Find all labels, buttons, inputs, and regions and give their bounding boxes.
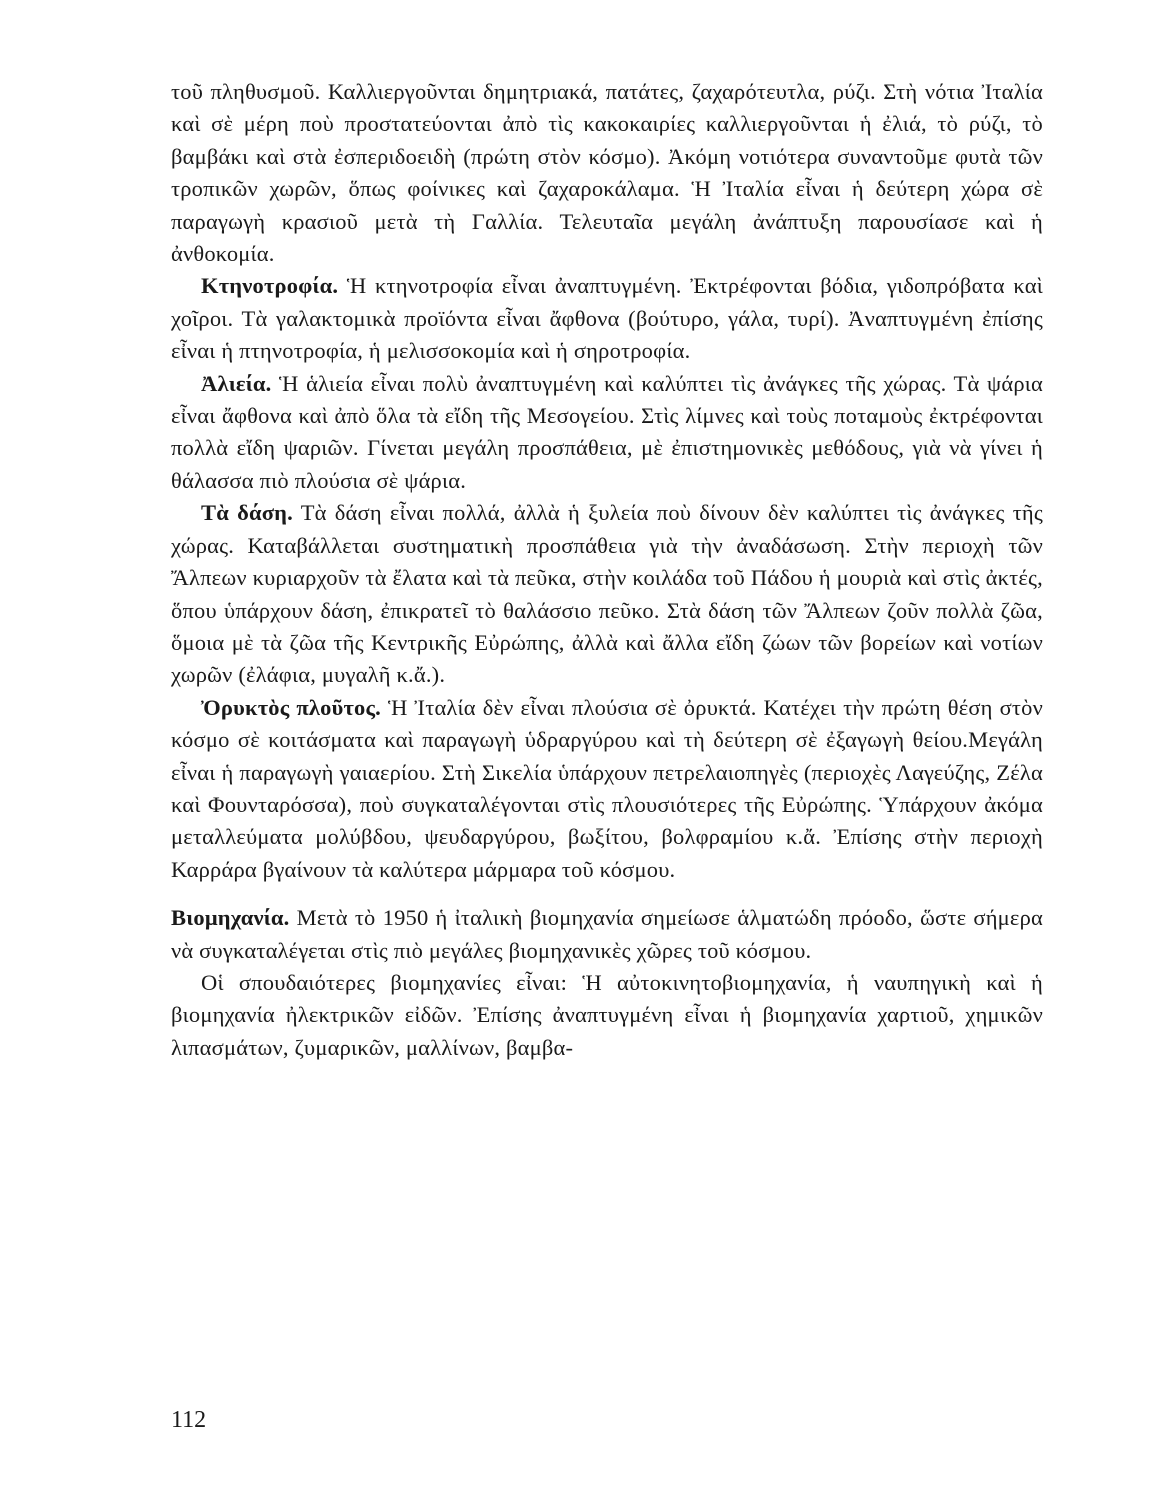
- section-heading-forests: Τὰ δάση.: [201, 500, 293, 526]
- paragraph-text: Τὰ δάση εἶναι πολλά, ἀλλὰ ἡ ξυλεία ποὺ δίνουν δὲν καλύπτει τὶς ἀνάγκες τῆς χώρας. Καταβάλλεται συστηματικὴ προσπάθεια γιὰ τὴν ἀναδάσωση. Στὴν περιοχὴ τῶν Ἄλπεων κυριαρχοῦν τὰ ἔλατα καὶ τὰ πεῦκα, στὴν κοιλάδα τοῦ Πάδου ἡ μουριὰ καὶ στὶς ἀκτές, ὅπου ὑπάρχουν δάση, ἐπικρατεῖ τὸ θαλάσσιο πεῦκο. Στὰ δάση τῶν Ἄλπεων ζοῦν πολλὰ ζῶα, ὅμοια μὲ τὰ ζῶα τῆς Κεντρικῆς Εὐρώπης, ἀλλὰ καὶ ἄλλα εἴδη ζώων τῶν βορείων καὶ νοτίων χωρῶν (ἐλάφια, μυγαλῆ κ.ἄ.).: [171, 500, 1044, 688]
- paragraph-mineral-wealth: [171, 692, 1043, 886]
- section-heading-mineral-wealth: Ὀρυκτὸς πλοῦτος.: [201, 694, 382, 720]
- paragraph-text: Ἡ ἁλιεία εἶναι πολὺ ἀναπτυγμένη καὶ καλύπτει τὶς ἀνάγκες τῆς χώρας. Τὰ ψάρια εἶναι ἄφθονα καὶ ἀπὸ ὅλα τὰ εἴδη τῆς Μεσογείου. Στὶς λίμνες καὶ τοὺς ποταμοὺς ἐκτρέφονται πολλὰ εἴδη ψαριῶν. Γίνεται μεγάλη προσπάθεια, μὲ ἐπιστημονικὲς μεθόδους, γιὰ νὰ γίνει ἡ θάλασσα πιὸ πλούσια σὲ ψάρια.: [171, 370, 1043, 493]
- page-body: [171, 76, 1043, 1064]
- paragraph-main-industries: [171, 967, 1043, 1064]
- page-number: 112: [171, 1407, 207, 1433]
- paragraph-text: τοῦ πληθυσμοῦ. Καλλιεργοῦνται δημητριακά, πατάτες, ζαχαρότευτλα, ρύζι. Στὴ νότια Ἰταλία καὶ σὲ μέρη ποὺ προστατεύονται ἀπὸ τὶς κακοκαιρίες καλλιεργοῦνται ἡ ἐλιά, τὸ ρύζι, τὸ βαμβάκι καὶ στὰ ἐσπεριδοειδὴ (πρώτη στὸν κόσμο). Ἀκόμη νοτιότερα συναντοῦμε φυτὰ τῶν τροπικῶν χωρῶν, ὅπως φοίνικες καὶ ζαχαροκάλαμα. Ἡ Ἰταλία εἶναι ἡ δεύτερη χώρα σὲ παραγωγὴ κρασιοῦ μετὰ τὴ Γαλλία. Τελευταῖα μεγάλη ἀνάπτυξη παρουσίασε καὶ ἡ ἀνθοκομία.: [171, 79, 1043, 267]
- paragraph-text: Οἱ σπουδαιότερες βιομηχανίες εἶναι: Ἡ αὐτοκινητοβιομηχανία, ἡ ναυπηγικὴ καὶ ἡ βιομηχανία ἠλεκτρικῶν εἰδῶν. Ἐπίσης ἀναπτυγμένη εἶναι ἡ βιομηχανία χαρτιοῦ, χημικῶν λιπασμάτων, ζυμαρικῶν, μαλλίνων, βαμβα-: [171, 969, 1043, 1060]
- paragraph-text: Μετὰ τὸ 1950 ἡ ἰταλικὴ βιομηχανία σημείωσε ἁλματώδη πρόοδο, ὥστε σήμερα νὰ συγκαταλέγεται στὶς πιὸ μεγάλες βιομηχανικὲς χῶρες τοῦ κόσμου.: [171, 905, 1043, 963]
- paragraph-agriculture-continued: [171, 76, 1043, 270]
- paragraph-industry: [171, 902, 1043, 967]
- paragraph-text: Ἡ Ἰταλία δὲν εἶναι πλούσια σὲ ὀρυκτά. Κατέχει τὴν πρώτη θέση στὸν κόσμο σὲ κοιτάσματα καὶ παραγωγὴ ὑδραργύρου καὶ τὴ δεύτερη σὲ ἐξαγωγὴ θείου.Μεγάλη εἶναι ἡ παραγωγὴ γαιαερίου. Στὴ Σικελία ὑπάρχουν πετρελαιοπηγὲς (περιοχὲς Λαγεύζης, Ζέλα καὶ Φουνταρόσσα), ποὺ συγκαταλέγονται στὶς πλουσιότερες τῆς Εὐρώπης. Ὑπάρχουν ἀκόμα μεταλλεύματα μολύβδου, ψευδαργύρου, βωξίτου, βολφραμίου κ.ἄ. Ἐπίσης στὴν περιοχὴ Καρράρα βγαίνουν τὰ καλύτερα μάρμαρα τοῦ κόσμου.: [171, 694, 1043, 882]
- section-heading-industry: Βιομηχανία.: [171, 905, 290, 931]
- paragraph-livestock: [171, 270, 1043, 367]
- section-heading-livestock: Κτηνοτροφία.: [201, 273, 339, 299]
- section-heading-fishing: Ἀλιεία.: [201, 370, 272, 396]
- paragraph-text: Ἡ κτηνοτροφία εἶναι ἀναπτυγμένη. Ἐκτρέφονται βόδια, γιδοπρόβατα καὶ χοῖροι. Τὰ γαλακτομικὰ προϊόντα εἶναι ἄφθονα (βούτυρο, γάλα, τυρί). Ἀναπτυγμένη ἐπίσης εἶναι ἡ πτηνοτροφία, ἡ μελισσοκομία καὶ ἡ σηροτροφία.: [171, 273, 1043, 364]
- paragraph-forests: [171, 497, 1043, 691]
- paragraph-fishing: [171, 368, 1043, 498]
